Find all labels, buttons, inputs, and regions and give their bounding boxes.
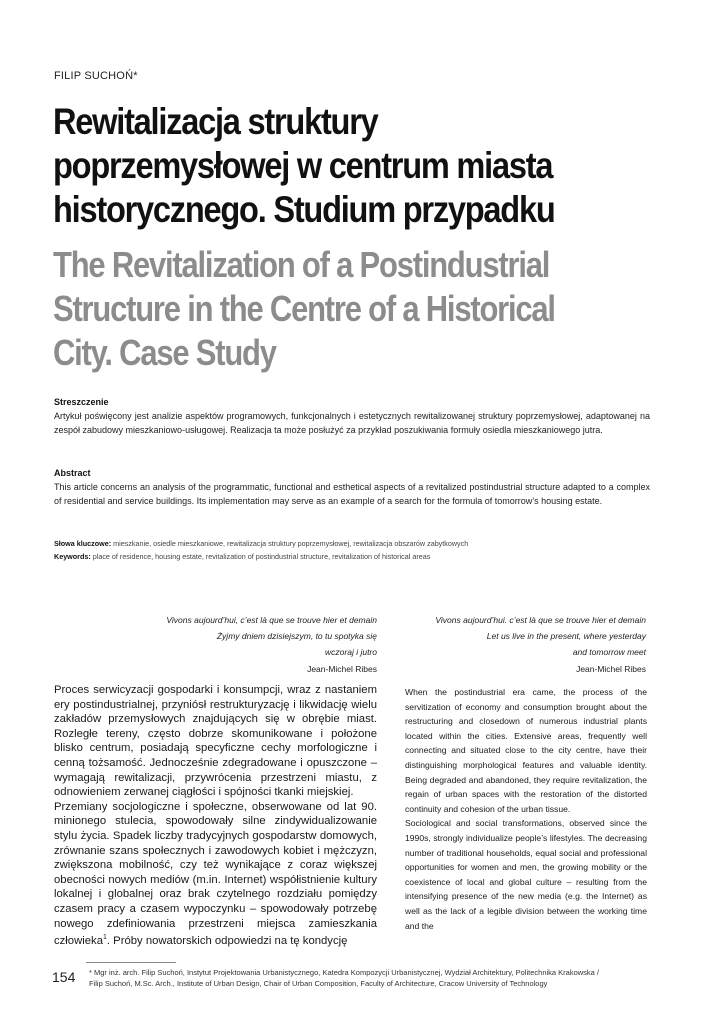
streszczenie-section [54, 397, 650, 437]
keywords-english [54, 550, 674, 563]
motto-right-line: Let us live in the present, where yesterday [486, 631, 646, 641]
abstract-text: This article concerns an analysis of the programmatic, functional and esthetical aspects of a revitalized postindustrial structure adapted to a complex of residential and service buildings. Its implementation may serve as an example of a search for the formula of tomorrow’s housing estate. [54, 482, 650, 506]
motto-left-line: Żyjmy dniem dzisiejszym, to tu spotyka się [216, 631, 377, 641]
title-english: The Revitalization of a Postindustrial Structure in the Centre of a Historical City. Case Study [53, 244, 555, 373]
streszczenie-text: Artykuł poświęcony jest analizie aspektów programowych, funkcjonalnych i estetycznych rewitalizowanej struktury poprzemysłowej, adaptowanej na zespół zabudowy mieszkaniowo-usługowej. Realizacja ta może posłużyć za przykład poszukiwania formuły osiedla mieszkaniowego jutra. [54, 411, 650, 435]
keywords-english-label: Keywords: [54, 552, 91, 561]
page-number: 154 [52, 969, 76, 985]
abstract-heading: Abstract [54, 468, 91, 478]
body-column-english [405, 685, 647, 933]
motto-left-author: Jean-Michel Ribes [307, 664, 377, 674]
keywords-polish-text: mieszkanie, osiedle mieszkaniowe, rewitalizacja struktury poprzemysłowej, rewitalizacja obszarów zabytkowych [113, 539, 469, 548]
author-footnote [89, 967, 659, 989]
body-paragraph [54, 800, 377, 949]
body-paragraph: Sociological and social transformations, observed since the 1990s, strongly individualize people’s lifestyles. The decreasing number of traditional households, equal social and professional opportunities for women and men, the growing mobility or the coexistence of local and global culture – resulting from the intensifying presence of the new media (e.g. the Internet) as well as the lack of a legible division between the working time and the [405, 818, 647, 931]
footnote-line: Filip Suchoń, M.Sc. Arch., Institute of Urban Design, Chair of Urban Composition, Faculty of Architecture, Cracow University of Technology [89, 979, 548, 988]
motto-right [380, 612, 646, 660]
footnote-line: * Mgr inż. arch. Filip Suchoń, Instytut Projektowania Urbanistycznego, Katedra Kompozycji Urbanistycznej, Wydział Architektury, Politechnika Krakowska / [89, 968, 600, 977]
keywords-polish-label: Słowa kluczowe: [54, 539, 112, 548]
motto-right-author: Jean-Michel Ribes [576, 664, 646, 674]
motto-left-line: Vivons aujourd’hui, c’est là que se trouve hier et demain [166, 615, 377, 625]
keywords-section [54, 537, 674, 563]
motto-right-line: and tomorrow meet [572, 647, 646, 657]
body-paragraph: When the postindustrial era came, the process of the servitization of economy and consumption brought about the restructuring and closedown of numerous industrial plants located within the cities. Extensive areas, frequently well connecting and situated close to the city centre, have their distinguishing morphological features and valuable identity. Being degraded and abandoned, they require revitalization, the regain of urban spaces with the restoration of the distorted continuity and cohesion of the urban tissue. [405, 687, 647, 814]
body-paragraph-text: Przemiany socjologiczne i społeczne, obserwowane od lat 90. minionego stulecia, spowodowały silne zindywidualizowanie stylu życia. Spadek liczby tradycyjnych gospodarstw domowych, zrównanie szans społecznych i zawodowych kobiet i mężczyzn, zwiększona mobilność, czy też wynikające z coraz większej obecności nowych mediów (m.in. Internet) współistnienie kultury lokalnej i globalnej oraz brak czytelnego rozdziału pomiędzy czasem pracy a czasem wypoczynku – spowodowały potrzebę nowego zdefiniowania przestrzeni miejsca zamieszkania człowieka [54, 800, 377, 947]
author-name: FILIP SUCHOŃ* [54, 70, 138, 82]
keywords-english-text: place of residence, housing estate, revitalization of postindustrial structure, revitalization of historical areas [92, 552, 431, 561]
keywords-polish [54, 537, 674, 550]
motto-left-line: wczoraj i jutro [325, 647, 377, 657]
body-column-polish [54, 683, 377, 948]
footnote-divider [86, 962, 176, 963]
body-paragraph-text: . Próby nowatorskich odpowiedzi na tę kondycję [106, 934, 348, 947]
footnote-reference: 1 [102, 934, 107, 942]
streszczenie-heading: Streszczenie [54, 397, 109, 407]
motto-left [100, 612, 377, 660]
title-polish: Rewitalizacja struktury poprzemysłowej w centrum miasta historycznego. Studium przypadku [53, 101, 555, 230]
motto-right-line: Vivons aujourd’hui. c’est là que se trouve hier et demain [435, 615, 646, 625]
abstract-section [54, 468, 650, 508]
body-paragraph: Proces serwicyzacji gospodarki i konsumpcji, wraz z nastaniem ery postindustrialnej, przyniósł restrukturyzację i likwidację wielu zakładów przemysłowych znajdujących się w obrębie miast. Rozległe tereny, często dobrze skomunikowane i położone blisko centrum, posiadają specyficzne cechy morfologiczne i cenną tożsamość. Jednocześnie zdegradowane i opuszczone – wymagają rewitalizacji, przywrócenia przestrzeni miastu, z odnowieniem zerwanej ciągłości i spójności tkanki miejskiej. [54, 684, 377, 799]
